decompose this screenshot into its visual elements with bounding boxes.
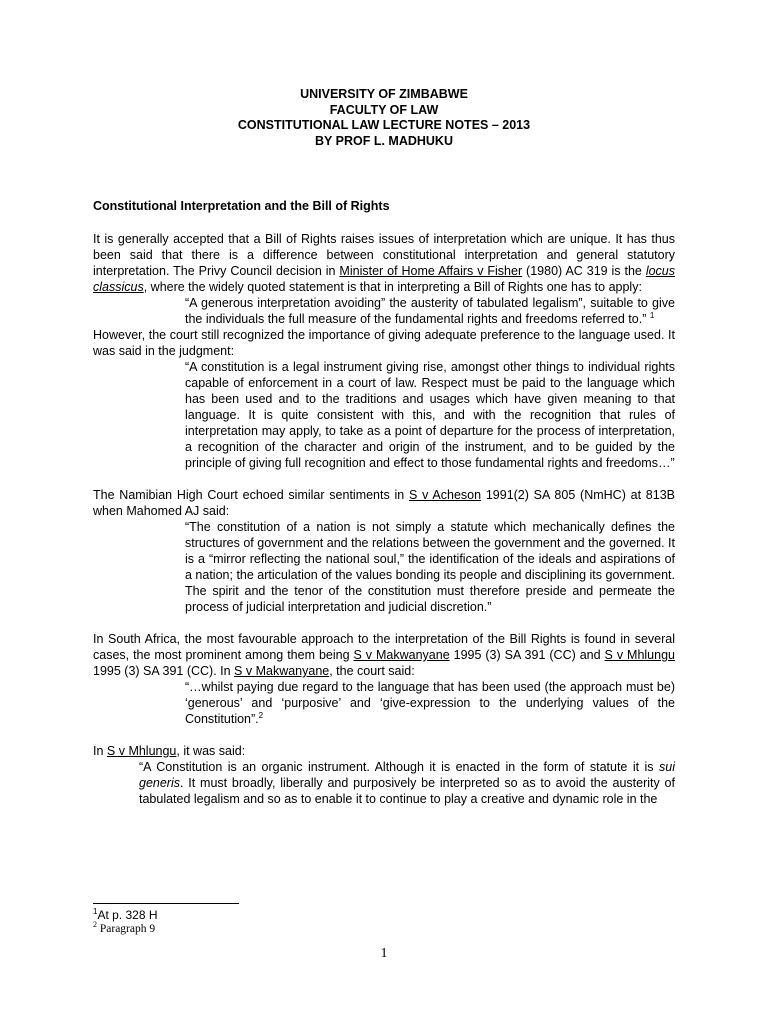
case-citation: Minister of Home Affairs v Fisher [339,264,523,278]
paragraph-2: However, the court still recognized the importance of giving adequate preference to the language used. It was said in the judgment: [93,328,675,358]
document-header [0,87,768,149]
block-quote-1: “A generous interpretation avoiding” the austerity of tabulated legalism”, suitable to give the individuals the full measure of the fundamental rights and freedoms referred to.” $^1$ [185,296,675,326]
section-heading: Constitutional Interpretation and the Bill of Rights [93,199,390,213]
header-course: CONSTITUTIONAL LAW LECTURE NOTES – 2013 [237,118,531,133]
paragraph-1: It is generally accepted that a Bill of Rights raises issues of interpretation which are unique. It has thus been said that there is a difference between constitutional interpretation and general statutory interpretation. The Privy Council decision in Minister of Home Affairs v Fisher (1980) AC 319 is the locus classicus, where the widely quoted statement is that in interpreting a Bill of Rights one has to apply: [93,232,675,294]
footnote-ref: 1 [649,310,655,320]
block-quote-5: “A Constitution is an organic instrument. Although it is enacted in the form of statute it is sui generis. It must broadly, liberally and purposively be interpreted so as to avoid the austerity of tabulated legalism and so as to enable it to continue to play a creative and dynamic role in the [139,760,675,806]
footnote-2: $^2$ Paragraph 9 [93,920,156,935]
block-quote-2: “A constitution is a legal instrument giving rise, amongst other things to individual rights capable of enforcement in a court of law. Respect must be paid to the language which has been used and to the traditions and usages which have given meaning to that language. It is quite consistent with this, and with the recognition that rules of interpretation may apply, to take as a point of departure for the process of interpretation, a recognition of the character and origin of the instrument, and to be guided by the principle of giving full recognition and effect to those fundamental rights and freedoms…” [185,360,675,470]
header-faculty: FACULTY OF LAW [329,102,439,117]
footnote-divider [93,903,239,904]
header-university: UNIVERSITY OF ZIMBABWE [300,87,468,101]
footnote-ref: 2 [258,710,264,720]
case-citation: S v Makwanyane [234,664,330,678]
header-author: BY PROF L. MADHUKU [315,133,453,148]
latin-term: sui generis [139,760,675,790]
block-quote-4: “…whilst paying due regard to the language that has been used (the approach must be) ‘generous’ and ‘purposive’ and ‘give-expression to the underlying values of the Constitution”.$^2$ [185,680,675,726]
case-citation: S v Mhlungu [106,744,177,758]
footnote-1: $^1$At p. 328 H [93,907,158,922]
paragraph-4: In South Africa, the most favourable approach to the interpretation of the Bill Rights is found in several cases, the most prominent among them being S v Makwanyane 1995 (3) SA 391 (CC) and S v Mhlungu 1995 (3) SA 391 (CC). In S v Makwanyane, the court said: [93,632,675,678]
block-quote-3: “The constitution of a nation is not simply a statute which mechanically defines the structures of government and the relations between the government and the governed. It is a “mirror reflecting the national soul,” the identification of the ideals and aspirations of a nation; the articulation of the values bonding its people and disciplining its government. The spirit and the tenor of the constitution must therefore preside and permeate the process of judicial interpretation and judicial discretion.” [185,520,675,614]
case-citation: S v Mhlungu [604,648,675,662]
paragraph-5: In S v Mhlungu, it was said: [93,744,246,758]
paragraph-3: The Namibian High Court echoed similar sentiments in S v Acheson 1991(2) SA 805 (NmHC) at 813B when Mahomed AJ said: [93,488,676,518]
case-citation: S v Makwanyane [353,648,450,662]
document-body [93,231,675,807]
page-number: 1 [380,946,388,961]
footnotes [93,908,158,936]
latin-term: locus classicus [93,264,675,294]
case-citation: S v Acheson [409,488,482,502]
